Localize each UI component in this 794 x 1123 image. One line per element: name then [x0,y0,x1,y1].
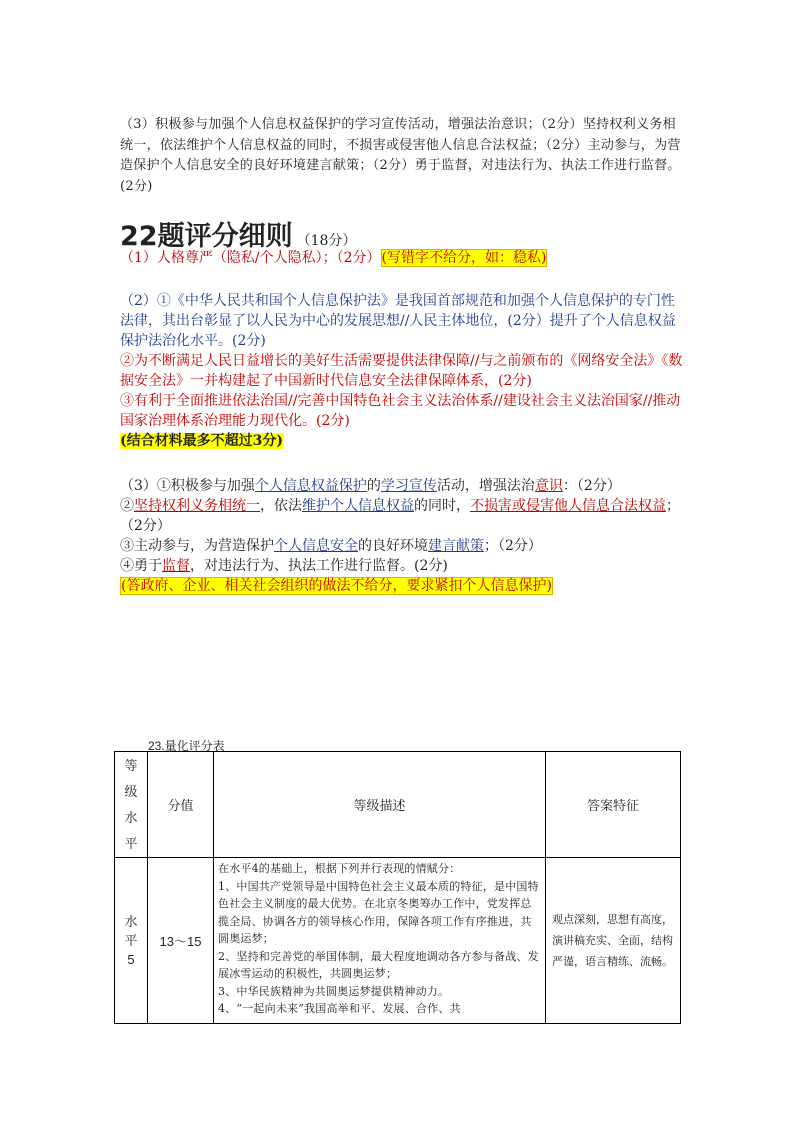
answer-q1 [120,248,685,268]
desc-line: 2、坚持和完善党的举国体制，最大程度地调动各方参与备战、发展冰雪运动的积极性，共圆奥运梦； [218,949,539,980]
q3-text: ；（2分） [484,538,542,554]
q3-line-4 [120,556,685,576]
header-score: 分值 [148,752,214,858]
header-feature: 答案特征 [546,752,681,858]
q3-keyword: 学习宣传 [380,478,437,494]
desc-line: 4、“一起向未来”我国高举和平、发展、合作、共 [218,1002,461,1015]
q3-text: ；（2分） [120,498,680,534]
q3-keyword: 不损害或侵害他人信息合法权益 [470,498,666,514]
q1-text: （1）人格尊严（隐私/个人隐私）；（2分） [120,250,381,266]
row-level [115,858,148,1024]
intro-paragraph: （3）积极参与加强个人信息权益保护的学习宣传活动，增强法治意识；（2分）坚持权利义务相统一，依法维护个人信息权益的同时，不损害或侵害他人信息合法权益；（2分）主动参与，为营造保护个人信息安全的良好环境建言献策；（2分）勇于监督，对违法行为、执法工作进行监督。(2分) [120,117,681,194]
heading-title: 22题评分细则 [120,221,293,252]
row-feature: 观点深刻，思想有高度，演讲稿充实、全面，结构严谨，语言精练、流畅。 [546,858,681,1024]
desc-line: 1、中国共产党领导是中国特色社会主义最本质的特征，是中国特色社会主义制度的最大优势。在北京冬奥筹办工作中，党发挥总揽全局、协调各方的领导核心作用，保障各项工作有序推进，共圆奥运梦； [218,879,539,945]
q3-keyword: 建言献策 [428,538,484,554]
desc-line: 在水平4的基础上，根据下列并行表现的情赋分： [218,862,461,875]
q3-text: 的同时， [414,498,470,514]
q3-keyword: 坚持权利义务相统一 [134,498,260,514]
row-level-text: 水平5 [124,914,138,967]
q3-keyword: 意识 [534,478,563,494]
q3-text: ，依法 [260,498,302,514]
q3-keyword: 个人信息安全 [274,538,358,554]
heading-score: （18分） [296,233,357,249]
q2-point-3: ③有利于全面推进依法治国//完善中国特色社会主义法治体系//建设社会主义法治国家//推动国家治理体系治理能力现代化。(2分) [120,393,681,429]
q2-note: (结合材料最多不超过3分) [120,433,283,449]
q3-text: ：（2分） [562,478,621,494]
q3-keyword: 监督 [162,558,190,574]
header-desc: 等级描述 [214,752,546,858]
row-desc-content [218,860,541,1020]
scoring-table [114,751,681,1024]
q3-text: （3）①积极参与加强 [120,478,255,494]
desc-line: 3、中华民族精神为共圆奥运梦提供精神动力。 [218,984,450,998]
q3-text: 活动，增强法治 [436,478,535,494]
answer-q2 [120,291,685,451]
q3-line-2 [120,496,685,536]
q2-point-1: （2）①《中华人民共和国个人信息保护法》是我国首部规范和加强个人信息保护的专门性法律，其出台彰显了以人民为中心的发展思想//人民主体地位，(2分）提升了个人信息权益保护法治化水平。(2分) [120,293,676,349]
q3-note: (答政府、企业、相关社会组织的做法不给分，要求紧扣个人信息保护) [121,578,552,594]
header-level [115,752,148,858]
q3-text: ，对违法行为、执法工作进行监督。(2分) [190,558,448,574]
q3-text: 的良好环境 [358,538,428,554]
table-row [115,858,681,1024]
q3-text: ③主动参与，为营造保护 [120,538,274,554]
q1-note: (写错字不给分，如：稳私) [381,250,547,266]
table-header-row [115,752,681,858]
answer-q3 [120,476,685,596]
row-score: 13～15 [148,858,214,1024]
q3-line-1 [120,476,685,496]
q2-point-2: ②为不断满足人民日益增长的美好生活需要提供法律保障//与之前颁布的《网络安全法》《数据安全法》一并构建起了中国新时代信息安全法律保障体系，(2分) [120,353,683,389]
q3-keyword: 个人信息权益保护 [254,478,367,494]
header-level-text: 等级水平 [124,757,138,851]
row-desc [214,858,546,1024]
q3-text: ④勇于 [120,558,162,574]
q3-text: 的 [366,478,381,494]
q3-keyword: 维护个人信息权益 [302,498,414,514]
table-title: 23.量化评分表 [148,739,225,753]
q3-line-3 [120,536,685,556]
q3-text: ② [120,498,134,514]
